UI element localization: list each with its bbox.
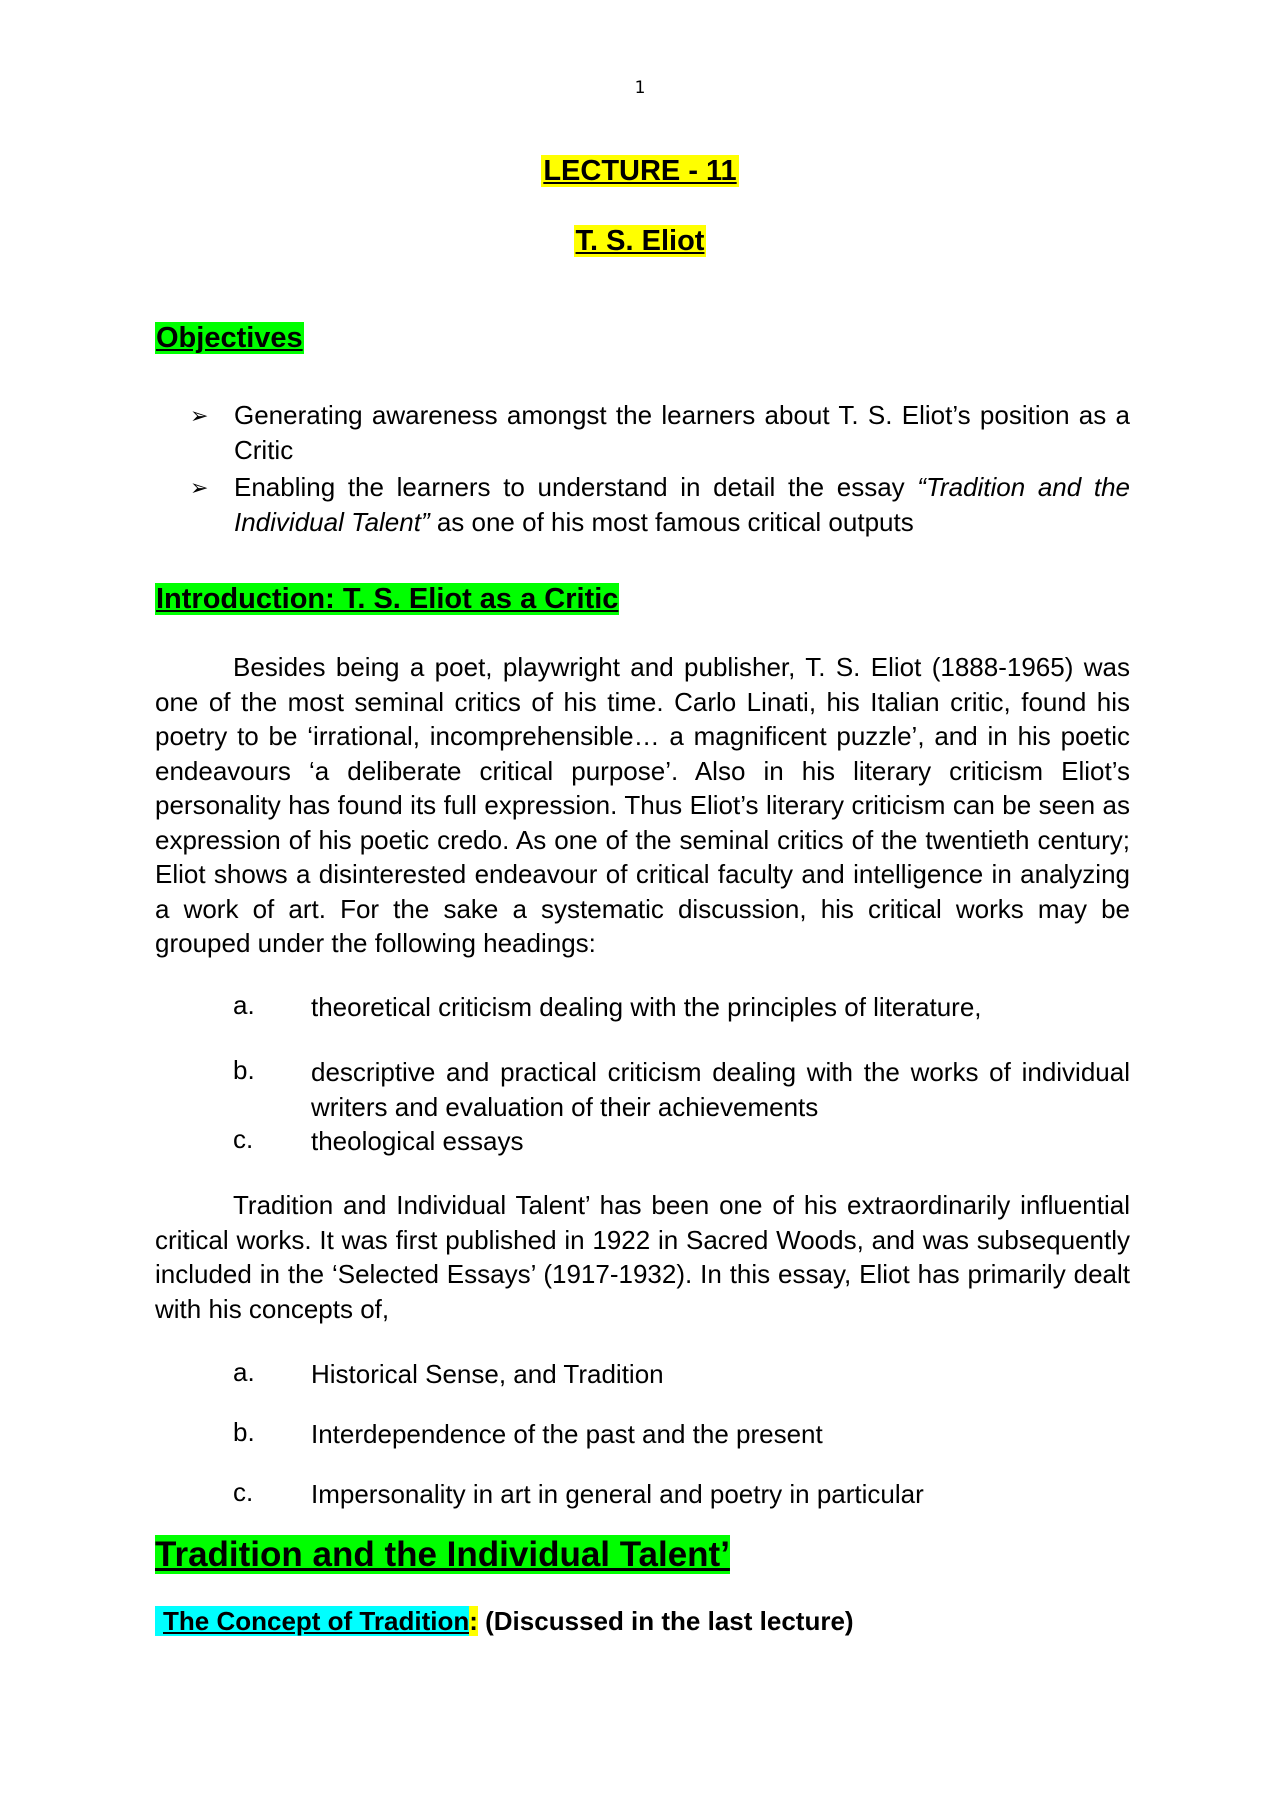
essay-heading: Tradition and the Individual Talent’ [155, 1535, 730, 1574]
essay-title-italic: “Tradition and the Individual Talent” [234, 472, 1130, 537]
arrow-bullet-icon: ➢ [190, 475, 209, 500]
introduction-paragraph: Besides being a poet, playwright and publisher, T. S. Eliot (1888-1965) was one of the most seminal critics of his time. Carlo Linati, his Italian critic, found his poetry to be ‘irrational, incomprehensible… a magnificent puzzle’, and in his poetic endeavours ‘a deliberate critical purpose’. Also in his literary criticism Eliot’s personality has found its full expression. Thus Eliot’s literary criticism can be seen as expression of his poetic credo. As one of the seminal critics of the twentieth century; Eliot shows a disinterested endeavour of critical faculty and intelligence in analyzing a work of art. For the sake a systematic discussion, his critical works may be grouped under the following headings: [155, 652, 1130, 958]
list-item: a. theoretical criticism dealing with the principles of literature, [233, 990, 982, 1022]
lecture-title: LECTURE - 11 [543, 155, 737, 187]
objectives-list [190, 398, 1130, 542]
list-item: b. Interdependence of the past and the present [233, 1417, 823, 1449]
arrow-bullet-icon: ➢ [190, 403, 209, 428]
objective-item: ➢ Generating awareness amongst the learners about T. S. Eliot’s position as a Critic [190, 400, 1130, 465]
page-number: 1 [634, 78, 646, 98]
list-item: a. Historical Sense, and Tradition [233, 1357, 664, 1389]
author-title: T. S. Eliot [575, 225, 705, 257]
list-item: c. theological essays [233, 1124, 524, 1156]
introduction-heading: Introduction: T. S. Eliot as a Critic [156, 583, 619, 615]
objectives-heading: Objectives [156, 322, 303, 354]
list-item: b. descriptive and practical criticism dealing with the works of individual writers and evaluation of their achievements [233, 1055, 1130, 1122]
essay-intro-paragraph: Tradition and Individual Talent’ has been one of his extraordinarily influential critical works. It was first published in 1922 in Sacred Woods, and was subsequently included in the ‘Selected Essays’ (1917-1932). In this essay, Eliot has primarily dealt with his concepts of, [155, 1190, 1130, 1324]
tradition-subheading: The Concept of Tradition: (Discussed in the last lecture) [155, 1606, 854, 1637]
list-item: c. Impersonality in art in general and poetry in particular [233, 1477, 924, 1509]
objective-item: ➢ Enabling the learners to understand in detail the essay “Tradition and the Individual Talent” as one of his most famous critical outputs [190, 472, 1130, 537]
